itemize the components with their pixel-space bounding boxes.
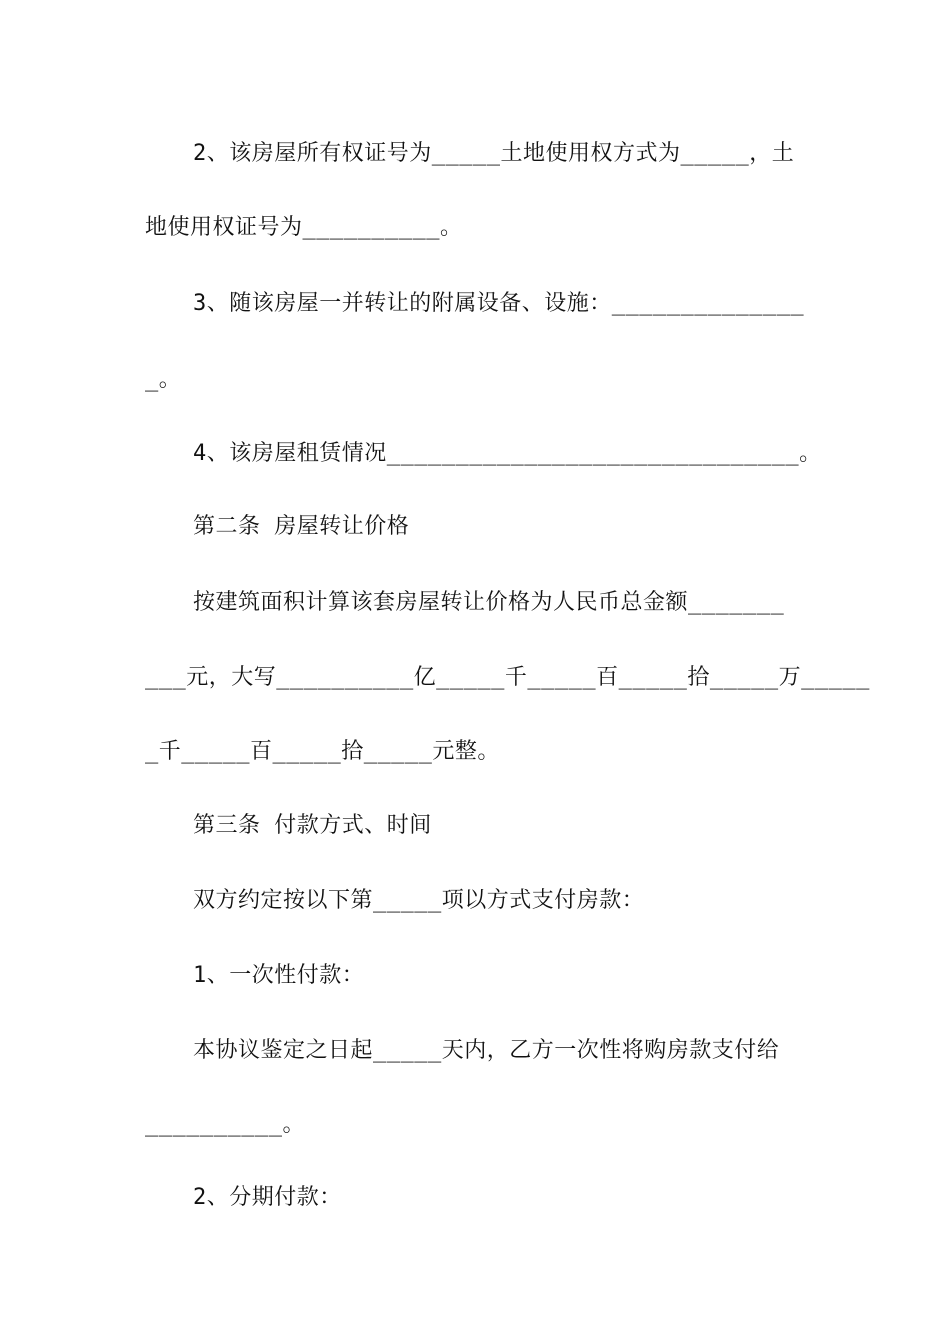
section-heading-price: 第二条 房屋转让价格: [193, 514, 410, 539]
clause-line-4: _。: [145, 367, 182, 392]
clause-line-3: 3、随该房屋一并转让的附属设备、设施：______________: [193, 291, 805, 316]
section-heading-payment: 第三条 付款方式、时间: [193, 813, 432, 838]
clause-line-14: __________。: [145, 1112, 305, 1137]
clause-line-5: 4、该房屋租赁情况______________________________。: [193, 441, 822, 466]
clause-line-2: 地使用权证号为__________。: [145, 215, 463, 240]
clause-line-1: 2、该房屋所有权证号为_____土地使用权方式为_____，土: [193, 141, 795, 166]
clause-line-7: 按建筑面积计算该套房屋转让价格为人民币总金额_______: [193, 590, 785, 615]
clause-line-12: 1、一次性付款：: [193, 963, 365, 988]
clause-line-8: ___元，大写__________亿_____千_____百_____拾_____万_____: [145, 665, 870, 690]
clause-line-13: 本协议鉴定之日起_____天内，乙方一次性将购房款支付给: [193, 1038, 780, 1063]
clause-line-11: 双方约定按以下第_____项以方式支付房款：: [193, 888, 645, 913]
clause-line-9: _千_____百_____拾_____元整。: [145, 739, 500, 764]
clause-line-15: 2、分期付款：: [193, 1185, 342, 1210]
